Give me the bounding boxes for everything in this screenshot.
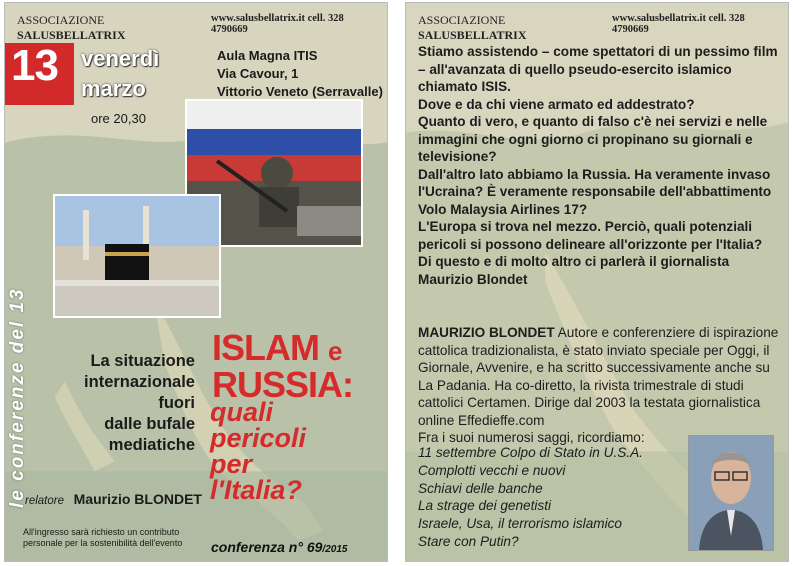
speaker-bio (418, 324, 786, 447)
mecca-photo (53, 194, 221, 318)
day-name: venerdì (81, 46, 160, 71)
venue-line: Aula Magna ITIS (217, 48, 318, 63)
event-time: ore 20,30 (91, 111, 146, 126)
association-prefix: ASSOCIAZIONE (17, 13, 105, 27)
conference-label: conferenza n° 69 (211, 539, 323, 555)
flyer-back (405, 2, 789, 562)
contact-info: www.salusbellatrix.it cell. 328 4790669 (612, 13, 745, 35)
title-question-line: quali (210, 397, 274, 427)
works-intro: Fra i suoi numerosi saggi, ricordiamo: (418, 430, 645, 445)
subtitle-line: dalle bufale (104, 415, 195, 433)
venue-line: Via Cavour, 1 (217, 66, 299, 81)
series-vertical-label: le conferenze del 13 (7, 287, 28, 508)
header (418, 13, 780, 43)
works-list (418, 444, 643, 551)
intro-paragraph: Quanto di vero, e quanto di falso c'è nei servizi e nelle immagini che ogni giorno ci propinano su giornali e televisione? (418, 114, 768, 164)
work-item: Israele, Usa, il terrorismo islamico (418, 516, 622, 532)
venue-line: Vittorio Veneto (Serravalle) (217, 84, 383, 99)
intro-text (418, 43, 786, 288)
association-name: SALUSBELLATRIX (17, 28, 126, 42)
title-question-line: l'Italia? (210, 475, 302, 505)
entry-note: All'ingresso sarà richiesto un contributo personale per la sostenibilità dell'evento (23, 527, 183, 548)
work-item: Complotti vecchi e nuovi (418, 462, 566, 478)
flyer-front (4, 2, 388, 562)
conference-year: /2015 (322, 544, 348, 555)
work-item: La strage dei genetisti (418, 498, 552, 514)
speaker-line (25, 491, 202, 507)
title-question (210, 399, 306, 503)
speaker-portrait (688, 435, 774, 551)
intro-paragraph: Dove e da chi viene armato ed addestrato? (418, 96, 695, 112)
subtitle-line: mediatiche (108, 436, 195, 454)
bio-name: MAURIZIO BLONDET (418, 325, 555, 340)
work-item: Schiavi delle banche (418, 480, 543, 496)
intro-paragraph: Dall'altro lato abbiamo la Russia. Ha veramente invaso l'Ucraina? È veramente responsabile dell'abbattimento Volo Malaysia Airlines 17? (418, 166, 772, 217)
association-line (418, 13, 612, 43)
intro-paragraph: Di questo e di molto altro ci parlerà il giornalista Maurizio Blondet (418, 254, 730, 287)
header (17, 13, 379, 43)
subtitle-line: internazionale (84, 373, 195, 391)
month-name: marzo (81, 76, 146, 101)
work-item: Stare con Putin? (418, 533, 519, 549)
day-number: 13 (11, 41, 58, 90)
intro-paragraph: L'Europa si trova nel mezzo. Perciò, quali potenziali pericoli si possono delineare all'orizzonte per l'Italia? (418, 219, 763, 252)
association-prefix: ASSOCIAZIONE (418, 13, 506, 27)
contact-info: www.salusbellatrix.it cell. 328 4790669 (211, 13, 344, 35)
work-item: 11 settembre Colpo di Stato in U.S.A. (418, 445, 643, 460)
title-russia: RUSSIA: (212, 364, 354, 405)
association-line (17, 13, 211, 43)
title-islam: ISLAM (212, 327, 319, 368)
intro-paragraph: Stiamo assistendo – come spettatori di un pessimo film – all'avanzata di quello pseudo-esercito islamico chiamato ISIS. (418, 44, 778, 94)
title-question-line: per (210, 449, 253, 479)
bio-text: Autore e conferenziere di ispirazione cattolica tradizionalista, è stato inviato speciale per Oggi, il Giornale, Avvenire, e ha scritto successivamente anche su La Padania. Ha co-diretto, la rivista trimestrale di studi cattolici Certamen. Dirige dal 2003 la testata giornalistica online Effedieffe.com (418, 325, 779, 428)
title-e: e (328, 336, 342, 366)
subtitle-line: La situazione (90, 352, 195, 370)
speaker-label: relatore (25, 495, 64, 507)
association-name: SALUSBELLATRIX (418, 28, 527, 42)
title-question-line: pericoli (210, 423, 307, 453)
subtitle (45, 351, 195, 456)
speaker-name: Maurizio BLONDET (73, 491, 202, 507)
venue (217, 47, 383, 101)
subtitle-line: fuori (158, 394, 195, 412)
main-title (212, 327, 354, 405)
conference-number (211, 539, 347, 555)
